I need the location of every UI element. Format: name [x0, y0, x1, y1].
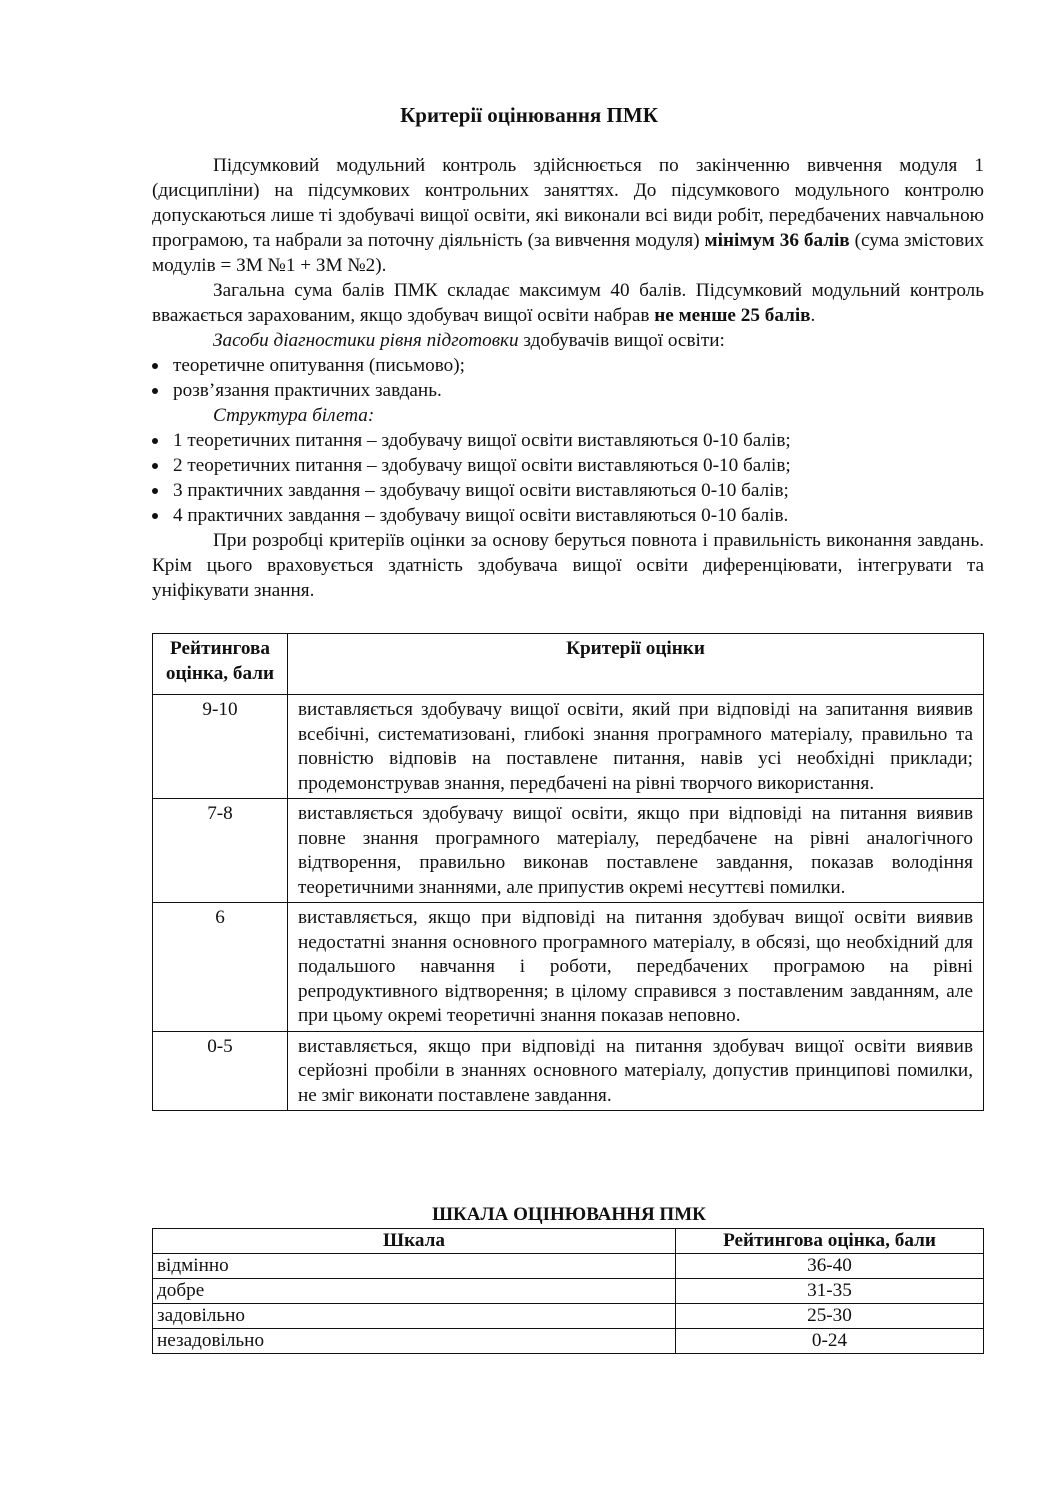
criteria-cell: виставляється здобувачу вищої освіти, який при відповіді на запитання виявив всебічні, систематизовані, глибокі знання програмного матеріалу, правильно та повністю відповів на поставлене питання, навів усі необхідні приклади; продемонстрував знання, передбачені на рівні творчого використання. [288, 695, 984, 799]
scale-label-cell: добре [153, 1279, 676, 1304]
paragraph-text: (сума змістових модулів = ЗМ №1 + ЗМ №2). [152, 230, 984, 276]
list-item [149, 353, 984, 378]
list-item-text: теоретичне опитування (письмово); [173, 355, 465, 376]
bullet-icon [152, 488, 158, 494]
criteria-cell: виставляється здобувачу вищої освіти, якщо при відповіді на питання виявив повне знання програмного матеріалу, передбачене на рівні аналогічного відтворення, правильно виконав поставлене завдання, показав володіння теоретичними знаннями, але припустив окремі несуттєві помилки. [288, 799, 984, 903]
paragraph-text: . [810, 305, 816, 326]
paragraph-total-score [152, 278, 984, 328]
column-header-criteria: Критерії оцінки [288, 634, 984, 695]
bullet-icon [152, 438, 158, 444]
paragraph-diagnostics [152, 328, 984, 353]
table-row [153, 1254, 984, 1279]
paragraph-pmk-description [152, 153, 984, 278]
list-item [149, 378, 984, 403]
table-row [153, 1031, 984, 1111]
bullet-icon [152, 363, 158, 369]
score-cell: 7-8 [153, 799, 288, 903]
list-item [149, 428, 984, 453]
score-cell: 6 [153, 903, 288, 1032]
table-row [153, 799, 984, 903]
scale-value-cell: 36-40 [676, 1254, 984, 1279]
scale-label-cell: задовільно [153, 1304, 676, 1329]
criteria-cell: виставляється, якщо при відповіді на питання здобувач вищої освіти виявив серйозні пробіли в знаннях основного матеріалу, допустив принципові помилки, не зміг виконати поставлене завдання. [288, 1031, 984, 1111]
scale-table [152, 1228, 984, 1354]
structure-list [149, 428, 984, 528]
min-score-emphasis: мінімум 36 балів [704, 230, 850, 251]
page-title: Критерії оцінювання ПМК [400, 103, 658, 127]
table-row [153, 1279, 984, 1304]
table-header-row [153, 634, 984, 695]
list-item-text: 1 теоретичних питання – здобувачу вищої освіти виставляються 0-10 балів; [173, 430, 791, 451]
list-item-text: розв’язання практичних завдань. [173, 380, 442, 401]
list-item [149, 453, 984, 478]
list-item-text: 3 практичних завдання – здобувачу вищої освіти виставляються 0-10 балів; [173, 480, 789, 501]
bullet-icon [152, 388, 158, 394]
column-header-score: Рейтингова оцінка, бали [153, 634, 288, 695]
score-cell: 9-10 [153, 695, 288, 799]
intro-text [152, 153, 984, 603]
scale-value-cell: 31-35 [676, 1279, 984, 1304]
criteria-cell: виставляється, якщо при відповіді на питання здобувач вищої освіти виявив недостатні знання основного програмного матеріалу, в обсязі, що необхідний для подальшого навчання і роботи, передбачених програмою на рівні репродуктивного відтворення; в цілому справився з поставленим завданням, але при цьому окремі теоретичні знання показав неповно. [288, 903, 984, 1032]
scale-label-cell: відмінно [153, 1254, 676, 1279]
scale-value-cell: 0-24 [676, 1329, 984, 1354]
paragraph-text: Загальна сума балів ПМК складає максимум 40 балів. Підсумковий модульний контроль вважається зарахованим, якщо здобувач вищої освіти набрав [152, 280, 984, 326]
diagnostics-label: Засоби діагностики рівня підготовки [213, 330, 519, 351]
table-header-row [153, 1229, 984, 1254]
paragraph-structure [152, 403, 984, 428]
scale-title: ШКАЛА ОЦІНЮВАННЯ ПМК [432, 1204, 706, 1225]
structure-label: Структура білета: [213, 405, 375, 426]
bullet-icon [152, 463, 158, 469]
column-header-scale: Шкала [153, 1229, 676, 1254]
list-item-text: 2 теоретичних питання – здобувачу вищої освіти виставляються 0-10 балів; [173, 455, 791, 476]
paragraph-criteria-intro: При розробці критеріїв оцінки за основу беруться повнота і правильність виконання завдань. Крім цього враховується здатність здобувача вищої освіти диференціювати, інтегрувати та уніфікувати знання. [152, 530, 984, 601]
table-row [153, 1304, 984, 1329]
bullet-icon [152, 513, 158, 519]
scale-value-cell: 25-30 [676, 1304, 984, 1329]
score-cell: 0-5 [153, 1031, 288, 1111]
list-item [149, 478, 984, 503]
table-row [153, 903, 984, 1032]
table-row [153, 695, 984, 799]
table-row [153, 1329, 984, 1354]
scale-label-cell: незадовільно [153, 1329, 676, 1354]
paragraph-text: здобувачів вищої освіти: [518, 330, 725, 351]
list-item-text: 4 практичних завдання – здобувачу вищої освіти виставляються 0-10 балів. [173, 505, 789, 526]
criteria-table [152, 633, 984, 1111]
column-header-rating: Рейтингова оцінка, бали [676, 1229, 984, 1254]
paragraph-text: Підсумковий модульний контроль здійснюється по закінченню вивчення модуля 1 (дисципліни) на підсумкових контрольних заняттях. До підсумкового модульного контролю допускаються лише ті здобувачі вищої освіти, які виконали всі види робіт, передбачених навчальною програмою, та набрали за поточну діяльність (за вивчення модуля) [152, 155, 984, 251]
list-item [149, 503, 984, 528]
pass-score-emphasis: не менше 25 балів [654, 305, 811, 326]
diagnostics-list [149, 353, 984, 403]
